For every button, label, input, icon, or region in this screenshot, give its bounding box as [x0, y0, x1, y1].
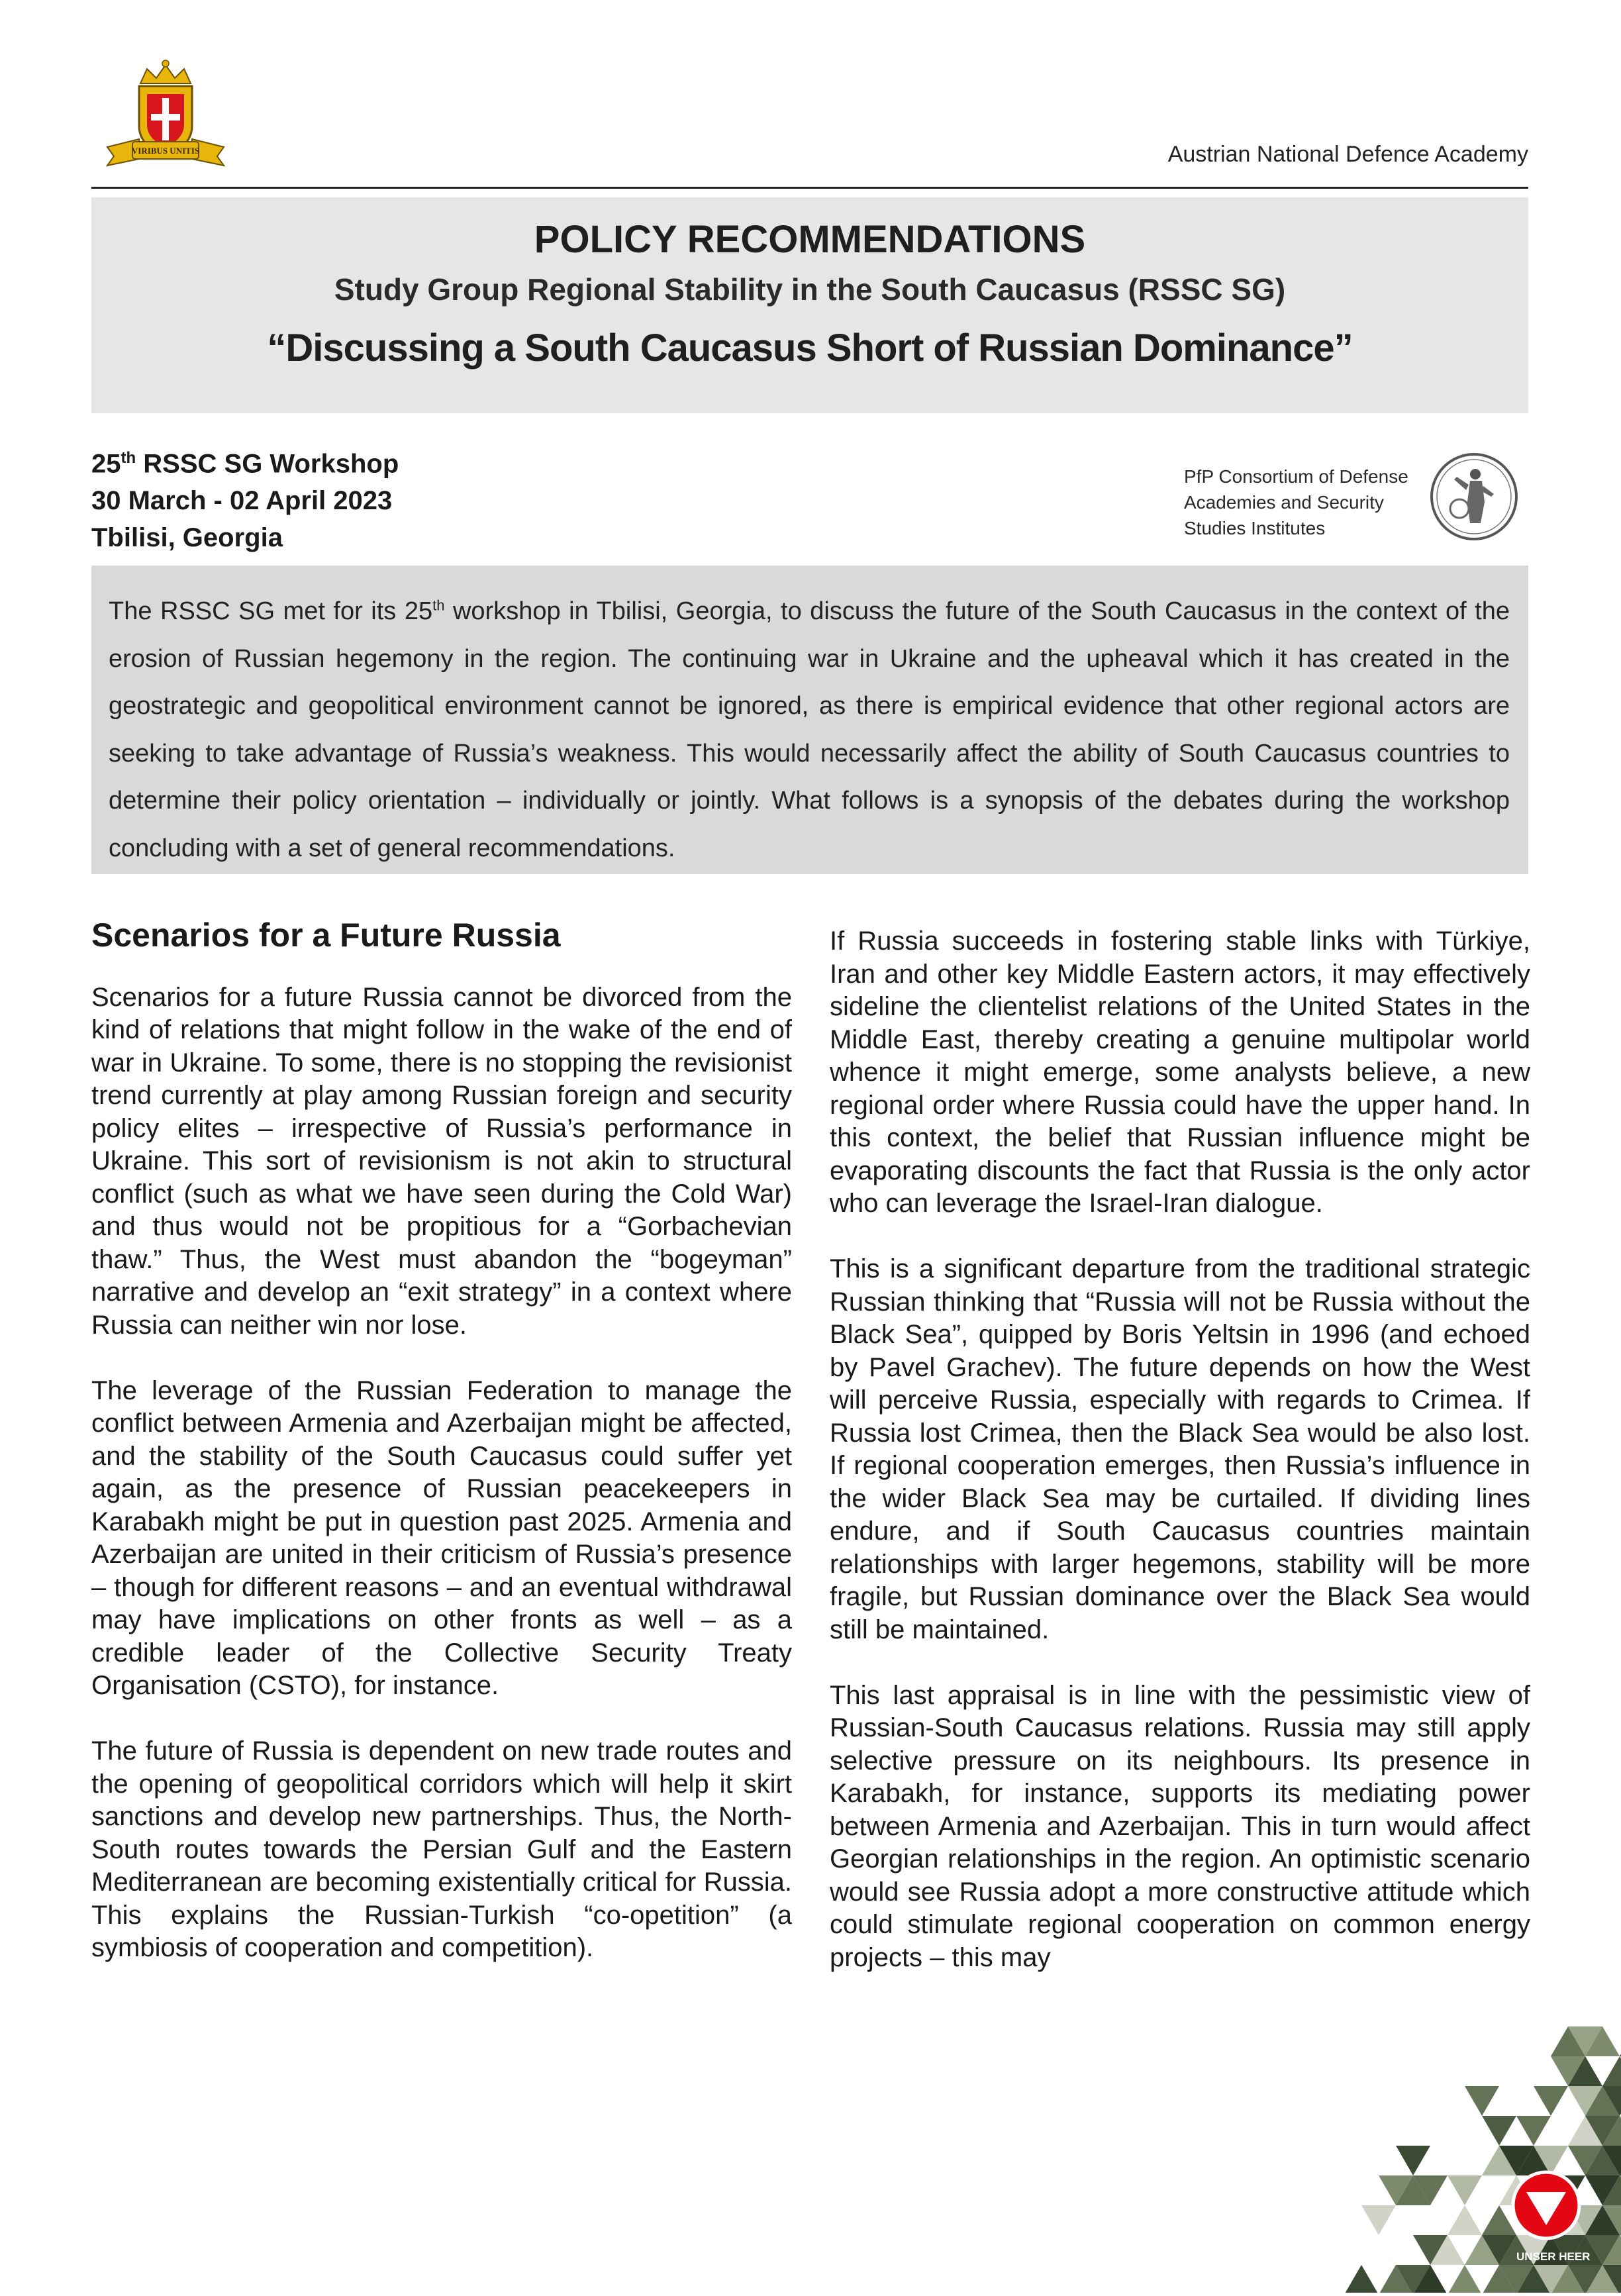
corner-triangle [1396, 2146, 1430, 2175]
paragraph: This last appraisal is in line with the pessimistic view of Russian-South Caucasus relations. Russia may still apply selective pressure on its neighbours. Its presence in Karabakh, for instance, supports its mediating power between Armenia and Azerbaijan. This in turn would affect Georgian relationships in the region. An optimistic scenario would see Russia adopt a more constructive attitude which could stimulate regional cooperation on common energy projects – this may [830, 1680, 1530, 1972]
unser-heer-label: UNSER HEER [1516, 2250, 1591, 2263]
summary-text: The RSSC SG met for its 25th workshop in Tbilisi, Georgia, to discuss the future of the South Caucasus in the context of the erosion of Russian hegemony in the region. The continuing war in Ukraine and the upheaval which it has created in the geostrategic and geopolitical environment cannot be ignored, as there is empirical evidence that other regional actors are seeking to take advantage of Russia’s weakness. This would necessarily affect the ability of South Caucasus countries to determine their policy orientation – individually or jointly. What follows is a synopsis of the debates during the workshop concluding with a set of general recommendations. [109, 597, 1510, 862]
corner-triangle [1361, 2205, 1396, 2235]
crest-motto: VIRIBUS UNITIS [131, 146, 200, 156]
paragraph: The leverage of the Russian Federation to manage the conflict between Armenia and Azerbaijan might be affected, and the stability of the South Caucasus could suffer yet again, as the presence of Russian peacekeepers in Karabakh might be put in question past 2025. Armenia and Azerbaijan are united in their criticism of Russia’s presence – though for different reasons – and an eventual withdrawal may have implications on other fronts as well – as a credible leader of the Collective Security Treaty Organisation (CSTO), for instance. [91, 1375, 792, 1700]
paragraph: Scenarios for a future Russia cannot be divorced from the kind of relations that might follow in the wake of the end of war in Ukraine. To some, there is no stopping the revisionist trend currently at play among Russian foreign and security policy elites – irrespective of Russia’s performance in Ukraine. This sort of revisionism is not akin to structural conflict (such as what we have seen during the Cold War) and thus would not be propitious for a “Gorbachevian thaw.” Thus, the West must abandon the “bogeyman” narrative and develop an “exit strategy” in a context where Russia can neither win nor lose. [91, 982, 792, 1340]
bundesheer-triangle-logo-icon [1513, 2172, 1579, 2238]
corner-triangle [1602, 2056, 1621, 2086]
document-title: POLICY RECOMMENDATIONS [534, 218, 1086, 261]
left-column [91, 914, 792, 1997]
section-heading: Scenarios for a Future Russia [91, 917, 561, 954]
summary-box [91, 566, 1528, 874]
corner-triangle [1482, 2116, 1516, 2146]
header-divider [91, 187, 1528, 189]
document-headline: “Discussing a South Caucasus Short of Russian Dominance” [267, 326, 1353, 370]
paragraph: The future of Russia is dependent on new trade routes and the opening of geopolitical corridors which will help it skirt sanctions and develop new partnerships. Thus, the North-South routes towards the Persian Gulf and the Eastern Mediterranean are becoming existentially critical for Russia. This explains the Russian-Turkish “co-opetition” (a symbiosis of cooperation and competition). [91, 1736, 792, 1962]
title-block [91, 197, 1528, 413]
academy-name: Austrian National Defence Academy [1167, 142, 1528, 167]
workshop-name: 25th RSSC SG Workshop [91, 449, 399, 479]
workshop-dates: 30 March - 02 April 2023 [91, 486, 393, 516]
paragraph: This is a significant departure from the traditional strategic Russian thinking that “Russia will not be Russia without the Black Sea”, quipped by Boris Yeltsin in 1996 (and echoed by Pavel Grachev). The future depends on how the West will perceive Russia, especially with regards to Crimea. If Russia lost Crimea, then the Black Sea would be also lost. If regional cooperation emerges, then Russia’s influence in the wider Black Sea may be curtailed. If dividing lines endure, and if South Caucasus countries maintain relationships with larger hegemons, stability will be more fragile, but Russian dominance over the Black Sea would still be maintained. [830, 1254, 1530, 1644]
pfp-consortium-label: PfP Consortium of Defense Academies and Security Studies Institutes [1184, 466, 1408, 538]
workshop-location: Tbilisi, Georgia [91, 523, 283, 553]
corner-triangle [1448, 2175, 1482, 2205]
corner-triangle [1448, 2265, 1482, 2293]
austrian-defence-crest-icon [99, 60, 232, 172]
corner-triangle [1516, 2116, 1551, 2146]
corner-triangle [1465, 2086, 1499, 2116]
corner-triangle [1534, 2086, 1568, 2116]
document-subtitle: Study Group Regional Stability in the South Caucasus (RSSC SG) [334, 272, 1286, 307]
pfp-consortium-logo-icon [1428, 450, 1520, 543]
workshop-info [91, 440, 399, 556]
corner-triangle [1344, 2265, 1379, 2293]
right-column [830, 925, 1530, 2007]
paragraph: If Russia succeeds in fostering stable links with Türkiye, Iran and other key Middle Eastern actors, it may effectively sideline the clientelist relations of the United States in the Middle East, thereby creating a genuine multipolar world whence it might emerge, some analysts believe, a new regional order where Russia could have the upper hand. In this context, the belief that Russian influence might be evaporating discounts the fact that Russia is the only actor who can leverage the Israel-Iran dialogue. [830, 926, 1530, 1218]
corner-triangle [1448, 2205, 1482, 2235]
corner-triangle [1482, 2205, 1516, 2235]
